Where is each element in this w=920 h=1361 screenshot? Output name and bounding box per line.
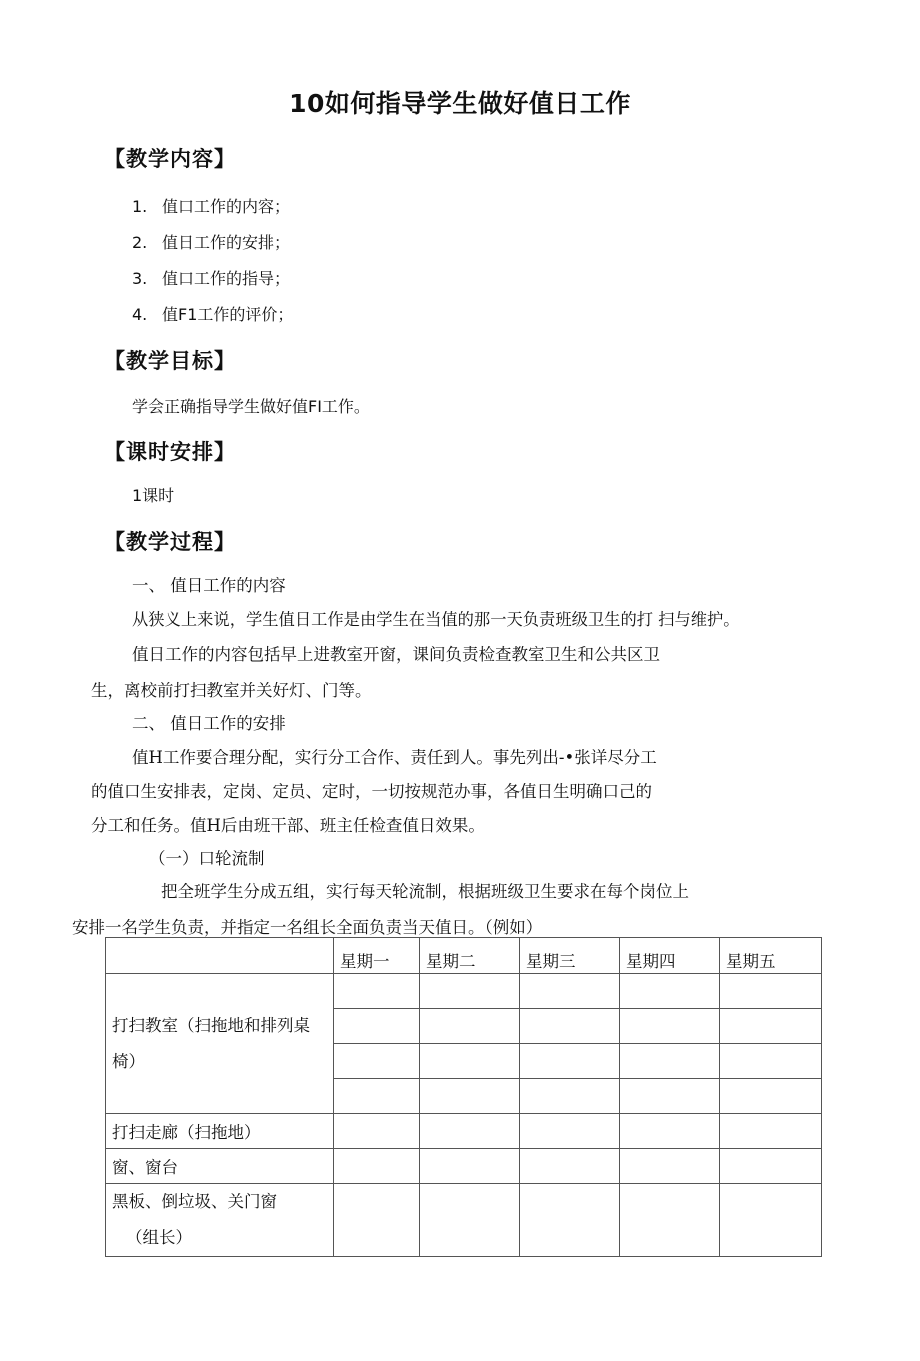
heading-teaching-content: 【教学内容】 xyxy=(104,147,236,171)
process-line: 值H工作要合理分配，实行分工合作、责任到人。事先列出-•张详尽分工 xyxy=(132,748,657,767)
table-cell xyxy=(420,1009,520,1044)
table-cell xyxy=(520,1114,620,1149)
table-cell xyxy=(420,1184,520,1257)
row-label-corridor: 打扫走廊（扫拖地） xyxy=(106,1114,334,1149)
table-cell xyxy=(420,1114,520,1149)
list-item xyxy=(132,302,293,325)
goal-text: 学会正确指导学生做好值FI工作。 xyxy=(132,397,370,416)
table-cell xyxy=(520,1079,620,1114)
list-item xyxy=(132,194,290,217)
table-cell xyxy=(520,1149,620,1184)
table-cell xyxy=(620,1184,720,1257)
table-cell xyxy=(620,1009,720,1044)
process-line: 一、 值日工作的内容 xyxy=(132,576,286,595)
table-cell xyxy=(620,1044,720,1079)
table-cell xyxy=(334,1114,420,1149)
table-cell xyxy=(720,1149,822,1184)
table-cell xyxy=(520,1009,620,1044)
heading-class-schedule: 【课时安排】 xyxy=(104,440,236,464)
table-cell xyxy=(720,1184,822,1257)
duty-roster-table xyxy=(105,937,822,1257)
process-line: 值日工作的内容包括早上进教室开窗，课间负责检查教室卫生和公共区卫 xyxy=(132,645,660,664)
heading-teaching-goal: 【教学目标】 xyxy=(104,349,236,373)
table-cell xyxy=(520,1044,620,1079)
list-item xyxy=(132,230,290,253)
list-number: 3. xyxy=(132,269,148,288)
process-line: 分工和任务。值H后由班干部、班主任检查值日效果。 xyxy=(91,816,485,835)
process-line: 的值口生安排表，定岗、定员、定时，一切按规范办事，各值日生明确口己的 xyxy=(91,782,652,801)
list-number: 2. xyxy=(132,233,148,252)
table-cell xyxy=(334,1184,420,1257)
list-number: 1. xyxy=(132,197,148,216)
table-cell xyxy=(720,1009,822,1044)
table-row xyxy=(106,1149,822,1184)
list-text: 值口工作的指导； xyxy=(162,269,291,288)
table-cell xyxy=(334,974,420,1009)
table-cell xyxy=(420,1149,520,1184)
list-text: 值F1工作的评价； xyxy=(162,305,294,324)
schedule-text: 1课时 xyxy=(132,486,175,505)
table-cell xyxy=(420,974,520,1009)
table-row xyxy=(106,1114,822,1149)
table-cell xyxy=(520,1184,620,1257)
table-cell xyxy=(720,1079,822,1114)
process-line: 安排一名学生负责，并指定一名组长全面负责当天值日。（例如） xyxy=(72,918,543,937)
list-item xyxy=(132,266,290,289)
row-label-window: 窗、窗台 xyxy=(106,1149,334,1184)
row-label-line: 黑板、倒垃圾、关门窗 xyxy=(112,1192,277,1211)
list-text: 值口工作的内容； xyxy=(162,197,291,216)
process-line: 二、 值日工作的安排 xyxy=(132,714,286,733)
list-number: 4. xyxy=(132,305,148,324)
table-cell xyxy=(420,1044,520,1079)
row-label-classroom: 打扫教室（扫拖地和排列桌椅） xyxy=(106,974,334,1114)
page-title: 10如何指导学生做好值日工作 xyxy=(289,89,631,118)
table-header-cell: 星期三 xyxy=(520,938,620,974)
table-cell xyxy=(720,1044,822,1079)
process-line: （一）口轮流制 xyxy=(149,849,265,868)
table-cell xyxy=(720,1114,822,1149)
process-line: 从狭义上来说，学生值日工作是由学生在当值的那一天负责班级卫生的打 扫与维护。 xyxy=(132,610,740,629)
table-cell xyxy=(620,974,720,1009)
table-cell xyxy=(520,974,620,1009)
table-cell xyxy=(620,1079,720,1114)
table-header-cell: 星期五 xyxy=(720,938,822,974)
process-line: 把全班学生分成五组，实行每天轮流制，根据班级卫生要求在每个岗位上 xyxy=(161,882,689,901)
table-header-row xyxy=(106,938,822,974)
table-cell xyxy=(334,1149,420,1184)
table-cell xyxy=(620,1114,720,1149)
table-cell xyxy=(720,974,822,1009)
heading-teaching-process: 【教学过程】 xyxy=(104,530,236,554)
table-cell xyxy=(334,1079,420,1114)
row-label-line: （组长） xyxy=(126,1228,192,1247)
process-line: 生，离校前打扫教室并关好灯、门等。 xyxy=(91,681,372,700)
table-header-cell: 星期四 xyxy=(620,938,720,974)
table-header-cell: 星期一 xyxy=(334,938,420,974)
table-header-cell xyxy=(106,938,334,974)
table-cell xyxy=(334,1009,420,1044)
table-cell xyxy=(334,1044,420,1079)
table-row xyxy=(106,974,822,1009)
table-cell xyxy=(420,1079,520,1114)
row-label-blackboard xyxy=(106,1184,334,1257)
table-row xyxy=(106,1184,822,1257)
table-header-cell: 星期二 xyxy=(420,938,520,974)
table-cell xyxy=(620,1149,720,1184)
list-text: 值日工作的安排； xyxy=(162,233,291,252)
